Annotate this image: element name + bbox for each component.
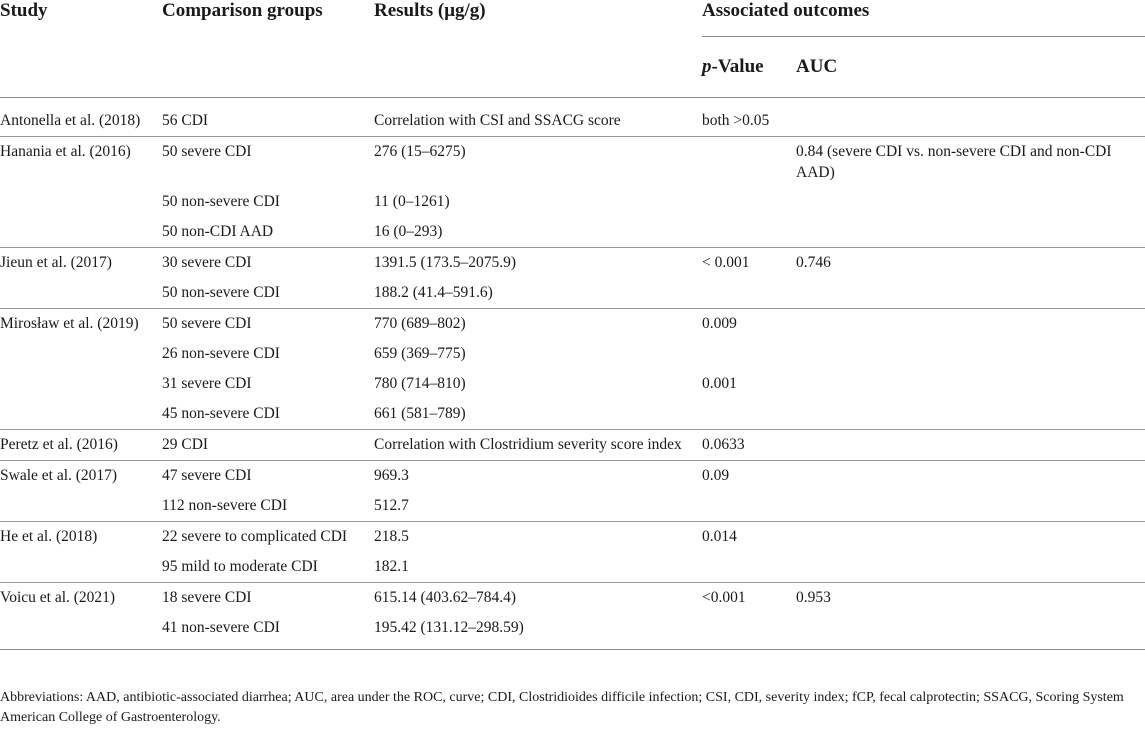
table-row xyxy=(0,399,1145,430)
cell-comparison-group: 50 non-severe CDI xyxy=(162,284,280,301)
cell-p-value: 0.001 xyxy=(702,375,737,392)
cell-result: 16 (0–293) xyxy=(374,223,443,240)
table-row xyxy=(0,137,1145,188)
cell-auc xyxy=(796,399,1145,430)
cell-p-value: 0.0633 xyxy=(702,436,745,453)
cell-p-value xyxy=(702,399,796,430)
cell-comparison-group: 29 CDI xyxy=(162,436,209,453)
table-row xyxy=(0,98,1145,137)
cell-auc xyxy=(796,491,1145,522)
cell-p-value: <0.001 xyxy=(702,589,746,606)
cell-p-value xyxy=(702,552,796,583)
cell-study: Mirosław et al. (2019) xyxy=(0,315,139,332)
header-blank-1 xyxy=(0,37,162,98)
cell-result: 276 (15–6275) xyxy=(374,143,466,160)
cell-comparison-group: 47 severe CDI xyxy=(162,467,252,484)
cell-auc: 0.953 xyxy=(796,589,831,606)
header-p-letter: p xyxy=(702,56,712,77)
cell-study xyxy=(0,399,162,430)
cell-p-value xyxy=(702,278,796,309)
cell-result: 770 (689–802) xyxy=(374,315,466,332)
cell-result: 615.14 (403.62–784.4) xyxy=(374,589,517,606)
header-auc: AUC xyxy=(796,56,838,77)
table-row xyxy=(0,430,1145,461)
cell-study xyxy=(0,339,162,369)
cell-comparison-group: 95 mild to moderate CDI xyxy=(162,558,318,575)
table-row xyxy=(0,278,1145,309)
cell-result: Correlation with CSI and SSACG score xyxy=(374,112,621,129)
table-row xyxy=(0,217,1145,248)
cell-auc xyxy=(796,187,1145,217)
cell-result: 661 (581–789) xyxy=(374,405,466,422)
table-row xyxy=(0,369,1145,399)
table-row xyxy=(0,461,1145,492)
cell-result: 195.42 (131.12–298.59) xyxy=(374,619,524,636)
cell-auc xyxy=(796,522,1145,553)
cell-study xyxy=(0,187,162,217)
cell-p-value xyxy=(702,491,796,522)
table-row xyxy=(0,613,1145,650)
cell-comparison-group: 22 severe to complicated CDI xyxy=(162,528,348,545)
header-results: Results (μg/g) xyxy=(374,0,486,21)
cell-p-value: both >0.05 xyxy=(702,112,770,129)
cell-auc xyxy=(796,98,1145,137)
cell-auc xyxy=(796,217,1145,248)
header-p-suffix: -Value xyxy=(711,56,764,77)
cell-result: 969.3 xyxy=(374,467,409,484)
table-row xyxy=(0,339,1145,369)
cell-study: He et al. (2018) xyxy=(0,528,98,545)
cell-auc xyxy=(796,461,1145,492)
cell-comparison-group: 50 severe CDI xyxy=(162,315,252,332)
cell-result: 218.5 xyxy=(374,528,409,545)
cell-auc xyxy=(796,552,1145,583)
cell-study: Voicu et al. (2021) xyxy=(0,589,116,606)
header-row-secondary xyxy=(0,37,1145,98)
header-associated-outcomes: Associated outcomes xyxy=(702,0,1145,37)
table-footnote: Abbreviations: AAD, antibiotic-associated diarrhea; AUC, area under the ROC, curve; CDI, Clostridioides difficile infection; CSI, CDI, severity index; fCP, fecal calprotectin; SSACG, Scoring System American College of Gastroenterology. xyxy=(0,690,1124,725)
table-body xyxy=(0,98,1145,650)
cell-auc xyxy=(796,613,1145,650)
cell-result: 11 (0–1261) xyxy=(374,193,450,210)
header-p-value xyxy=(702,37,796,98)
cell-result: 512.7 xyxy=(374,497,409,514)
cell-p-value xyxy=(702,613,796,650)
cell-study xyxy=(0,491,162,522)
cell-comparison-group: 26 non-severe CDI xyxy=(162,345,280,362)
cell-auc xyxy=(796,309,1145,340)
table-row xyxy=(0,309,1145,340)
cell-comparison-group: 56 CDI xyxy=(162,112,209,129)
cell-auc: 0.746 xyxy=(796,254,831,271)
table-row xyxy=(0,583,1145,614)
cell-auc xyxy=(796,430,1145,461)
cell-study xyxy=(0,369,162,399)
cell-study xyxy=(0,217,162,248)
cell-comparison-group: 18 severe CDI xyxy=(162,589,252,606)
cell-auc xyxy=(796,339,1145,369)
cell-p-value xyxy=(702,339,796,369)
table-row xyxy=(0,491,1145,522)
cell-p-value xyxy=(702,187,796,217)
header-study: Study xyxy=(0,0,48,21)
table-row xyxy=(0,187,1145,217)
header-blank-3 xyxy=(374,37,702,98)
table-row xyxy=(0,522,1145,553)
cell-p-value xyxy=(702,137,796,188)
cell-comparison-group: 45 non-severe CDI xyxy=(162,405,280,422)
table-row xyxy=(0,248,1145,279)
cell-p-value: 0.014 xyxy=(702,528,737,545)
cell-result: 188.2 (41.4–591.6) xyxy=(374,284,493,301)
cell-result: 659 (369–775) xyxy=(374,345,466,362)
cell-study xyxy=(0,613,162,650)
cell-comparison-group: 112 non-severe CDI xyxy=(162,497,288,514)
cell-study: Peretz et al. (2016) xyxy=(0,436,118,453)
header-blank-2 xyxy=(162,37,374,98)
cell-result: 182.1 xyxy=(374,558,409,575)
cell-comparison-group: 41 non-severe CDI xyxy=(162,619,280,636)
cell-auc: 0.84 (severe CDI vs. non-severe CDI and non-CDI AAD) xyxy=(796,143,1112,181)
cell-result: 1391.5 (173.5–2075.9) xyxy=(374,254,517,271)
cell-p-value: 0.09 xyxy=(702,467,730,484)
cell-study: Jieun et al. (2017) xyxy=(0,254,112,271)
cell-result: 780 (714–810) xyxy=(374,375,466,392)
header-row-primary xyxy=(0,0,1145,37)
cell-comparison-group: 50 non-CDI AAD xyxy=(162,223,274,240)
cell-result: Correlation with Clostridium severity score index xyxy=(374,436,682,453)
table-row xyxy=(0,552,1145,583)
cell-study: Swale et al. (2017) xyxy=(0,467,118,484)
cell-study: Hanania et al. (2016) xyxy=(0,143,131,160)
header-comparison-groups: Comparison groups xyxy=(162,0,323,21)
cell-comparison-group: 50 severe CDI xyxy=(162,143,252,160)
cell-comparison-group: 30 severe CDI xyxy=(162,254,252,271)
cell-p-value xyxy=(702,217,796,248)
cell-auc xyxy=(796,278,1145,309)
cell-study xyxy=(0,278,162,309)
cell-auc xyxy=(796,369,1145,399)
cell-study xyxy=(0,552,162,583)
cell-comparison-group: 50 non-severe CDI xyxy=(162,193,280,210)
cell-study: Antonella et al. (2018) xyxy=(0,112,141,129)
cell-p-value: 0.009 xyxy=(702,315,737,332)
cell-comparison-group: 31 severe CDI xyxy=(162,375,252,392)
cell-p-value: < 0.001 xyxy=(702,254,750,271)
